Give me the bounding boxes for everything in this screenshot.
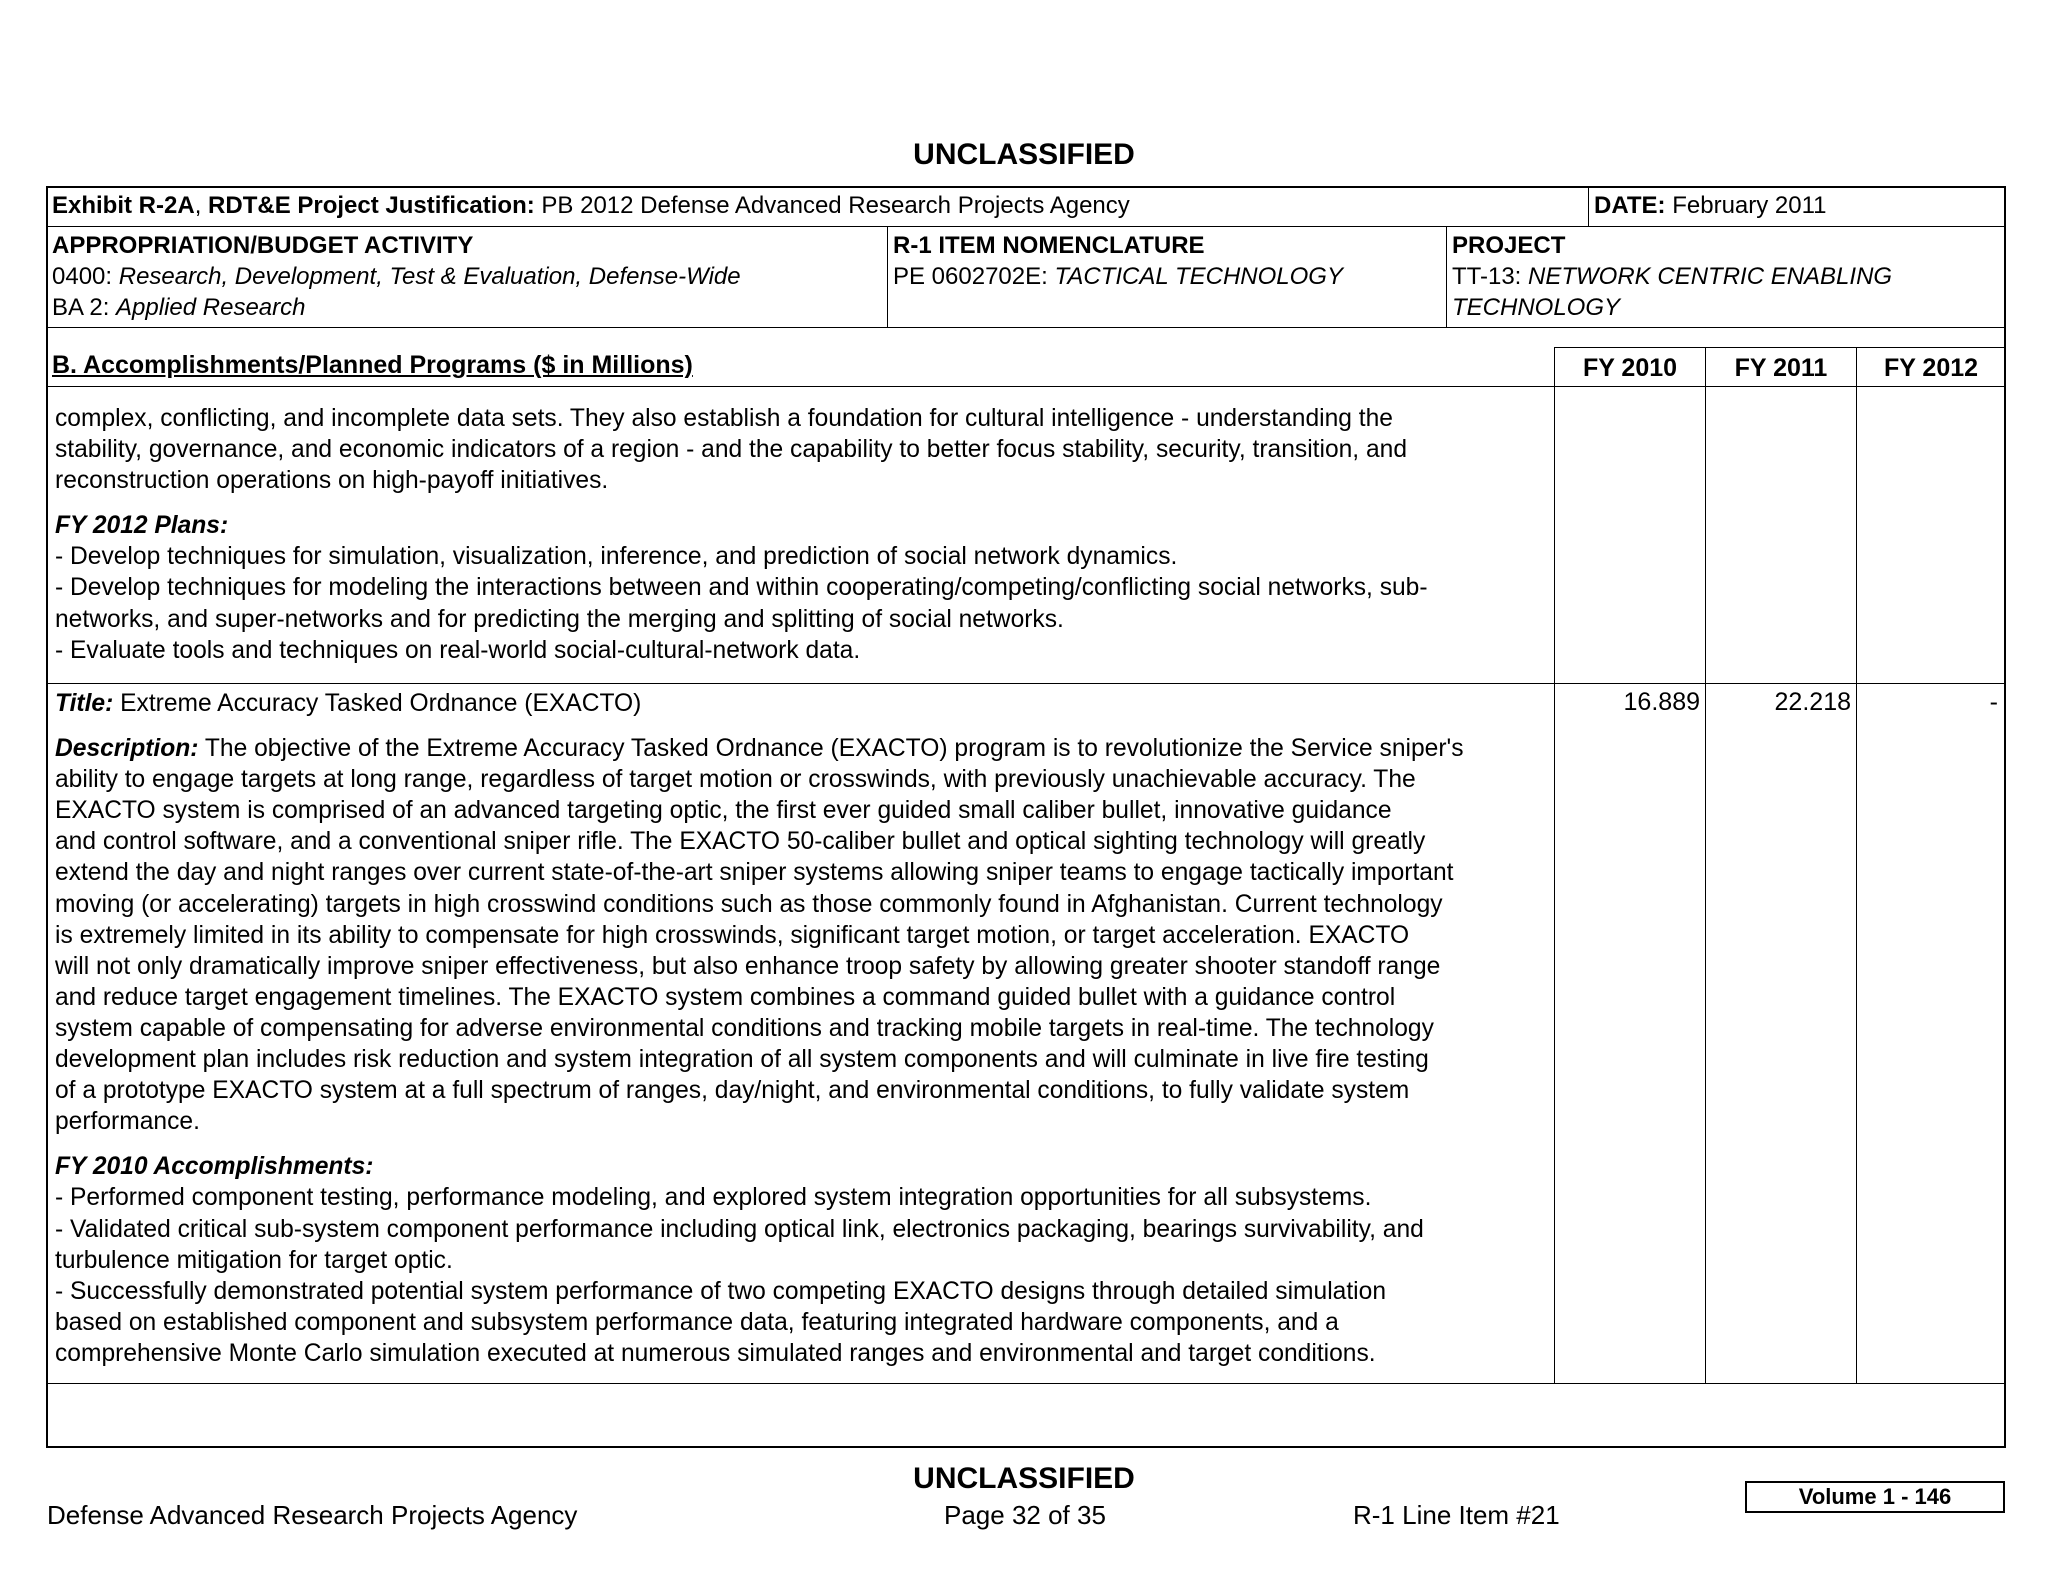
project-block — [1452, 230, 1892, 323]
fy2010-value: 16.889 — [1623, 688, 1700, 716]
divider — [47, 1383, 2005, 1384]
column-header-fy2012: FY 2012 — [1883, 354, 1979, 382]
text-line: of a prototype EXACTO system at a full spectrum of ranges, day/night, and environmental conditions, to fully validate system — [55, 1077, 1410, 1105]
text-line: ability to engage targets at long range, regardless of target motion or crosswinds, with previously unachievable accuracy. The — [55, 766, 1416, 794]
text-line: networks, and super-networks and for predicting the merging and splitting of social networks. — [55, 605, 1064, 633]
project-code: TT-13: — [1452, 263, 1529, 290]
text-line: development plan includes risk reduction and system integration of all system components and will culminate in live fire testing — [55, 1046, 1429, 1074]
text-line: - Successfully demonstrated potential system performance of two competing EXACTO designs through detailed simulation — [55, 1277, 1387, 1305]
column-header-fy2011: FY 2011 — [1734, 354, 1828, 382]
column-divider — [1554, 347, 1555, 1383]
text-line: system capable of compensating for adverse environmental conditions and tracking mobile targets in real-time. The technology — [55, 1014, 1434, 1042]
text-line: Description: The objective of the Extreme Accuracy Tasked Ordnance (EXACTO) program is to revolutionize the Service sniper's — [55, 735, 1464, 763]
exhibit-label: Exhibit R-2A — [52, 192, 195, 219]
divider — [1554, 347, 2005, 348]
exhibit-date — [1594, 190, 1827, 221]
r1-label: R-1 ITEM NOMENCLATURE — [893, 232, 1205, 259]
volume-label: Volume 1 - 146 — [1798, 1484, 1952, 1509]
continued-block — [55, 403, 1428, 666]
text-line: - Develop techniques for simulation, visualization, inference, and prediction of social network dynamics. — [55, 543, 1178, 571]
footer-agency: Defense Advanced Research Projects Agency — [47, 1500, 578, 1530]
text-line: based on established component and subsystem performance data, featuring integrated hardware components, and a — [55, 1308, 1339, 1336]
fy2011-value: 22.218 — [1774, 688, 1851, 716]
text-line: complex, conflicting, and incomplete data sets. They also establish a foundation for cultural intelligence - understanding the — [55, 405, 1393, 432]
text-line: stability, governance, and economic indicators of a region - and the capability to better focus stability, security, transition, and — [55, 436, 1408, 464]
appropriation-label: APPROPRIATION/BUDGET ACTIVITY — [52, 232, 474, 259]
divider — [47, 226, 2005, 227]
title-value: Extreme Accuracy Tasked Ordnance (EXACTO) — [113, 690, 642, 717]
text-line: turbulence mitigation for target optic. — [55, 1246, 453, 1274]
footer-page: Page 32 of 35 — [944, 1500, 1106, 1530]
text-line: comprehensive Monte Carlo simulation executed at numerous simulated ranges and environmental and target conditions. — [55, 1339, 1376, 1367]
r1-code: PE 0602702E: — [893, 263, 1055, 290]
divider — [47, 386, 2005, 387]
column-header-fy2010: FY 2010 — [1582, 354, 1678, 382]
ba-code: BA 2: — [52, 294, 117, 321]
text-line: extend the day and night ranges over current state-of-the-art sniper systems allowing sniper teams to engage tactically important — [55, 859, 1454, 887]
text-line: and control software, and a conventional sniper rifle. The EXACTO 50-caliber bullet and optical sighting technology will greatly — [55, 828, 1426, 856]
appropriation-block — [52, 230, 741, 323]
text-line: performance. — [55, 1108, 200, 1136]
text-line: - Validated critical sub-system component performance including optical link, electronics packaging, bearings survivability, and — [55, 1215, 1424, 1243]
divider — [1446, 226, 1447, 327]
appropriation-name: Research, Development, Test & Evaluation, Defense-Wide — [118, 263, 741, 290]
ba-name: Applied Research — [116, 294, 306, 321]
text-line: - Evaluate tools and techniques on real-world social-cultural-network data. — [55, 636, 861, 664]
justification-value: PB 2012 Defense Advanced Research Projects Agency — [534, 192, 1130, 219]
text-line: is extremely limited in its ability to compensate for high crosswinds, significant target motion, or target acceleration. EXACTO — [55, 921, 1410, 949]
text-line: - Performed component testing, performance modeling, and explored system integration opportunities for all subsystems. — [55, 1184, 1372, 1212]
accomplishments-heading: FY 2010 Accomplishments: — [55, 1153, 374, 1181]
r1-block — [893, 230, 1343, 292]
divider — [887, 226, 888, 327]
text-line: - Develop techniques for modeling the interactions between and within cooperating/competing/conflicting social networks, sub- — [55, 574, 1428, 602]
text-line: and reduce target engagement timelines. The EXACTO system combines a command guided bullet with a guidance control — [55, 983, 1396, 1011]
classification-bottom: UNCLASSIFIED — [913, 1462, 1135, 1495]
volume-box — [1745, 1481, 2005, 1513]
justification-label: RDT&E Project Justification: — [208, 192, 535, 219]
section-title: B. Accomplishments/Planned Programs ($ in Millions) — [52, 351, 693, 379]
column-divider — [1705, 347, 1706, 1383]
description-label: Description: — [55, 735, 199, 763]
text-line: moving (or accelerating) targets in high crosswind conditions such as those commonly found in Afghanistan. Current technology — [55, 890, 1443, 918]
date-label: DATE: — [1594, 192, 1666, 219]
exhibit-title: Exhibit R-2A, RDT&E Project Justification: PB 2012 Defense Advanced Research Projects Agency — [52, 192, 1130, 219]
divider — [47, 683, 2005, 684]
column-divider — [1856, 347, 1857, 1383]
text-line: will not only dramatically improve sniper effectiveness, but also enhance troop safety by allowing greater shooter standoff range — [55, 952, 1441, 980]
exacto-title — [55, 688, 1464, 719]
date-value: February 2011 — [1665, 192, 1827, 219]
text-line: EXACTO system is comprised of an advanced targeting optic, the first ever guided small caliber bullet, innovative guidance — [55, 797, 1392, 825]
fy2012-value: - — [1989, 688, 1998, 716]
footer-line-item: R-1 Line Item #21 — [1353, 1500, 1560, 1530]
project-label: PROJECT — [1452, 232, 1566, 259]
appropriation-code: 0400: — [52, 263, 119, 290]
project-name-cont: TECHNOLOGY — [1452, 294, 1621, 321]
title-label: Title: — [55, 690, 114, 717]
text-line: reconstruction operations on high-payoff initiatives. — [55, 467, 609, 495]
divider — [47, 327, 2005, 328]
divider — [1588, 187, 1589, 226]
classification-top: UNCLASSIFIED — [913, 138, 1135, 171]
exacto-block — [55, 688, 1464, 1369]
plans-heading: FY 2012 Plans: — [55, 512, 229, 540]
r1-name: TACTICAL TECHNOLOGY — [1054, 263, 1343, 290]
project-name: NETWORK CENTRIC ENABLING — [1528, 263, 1893, 290]
